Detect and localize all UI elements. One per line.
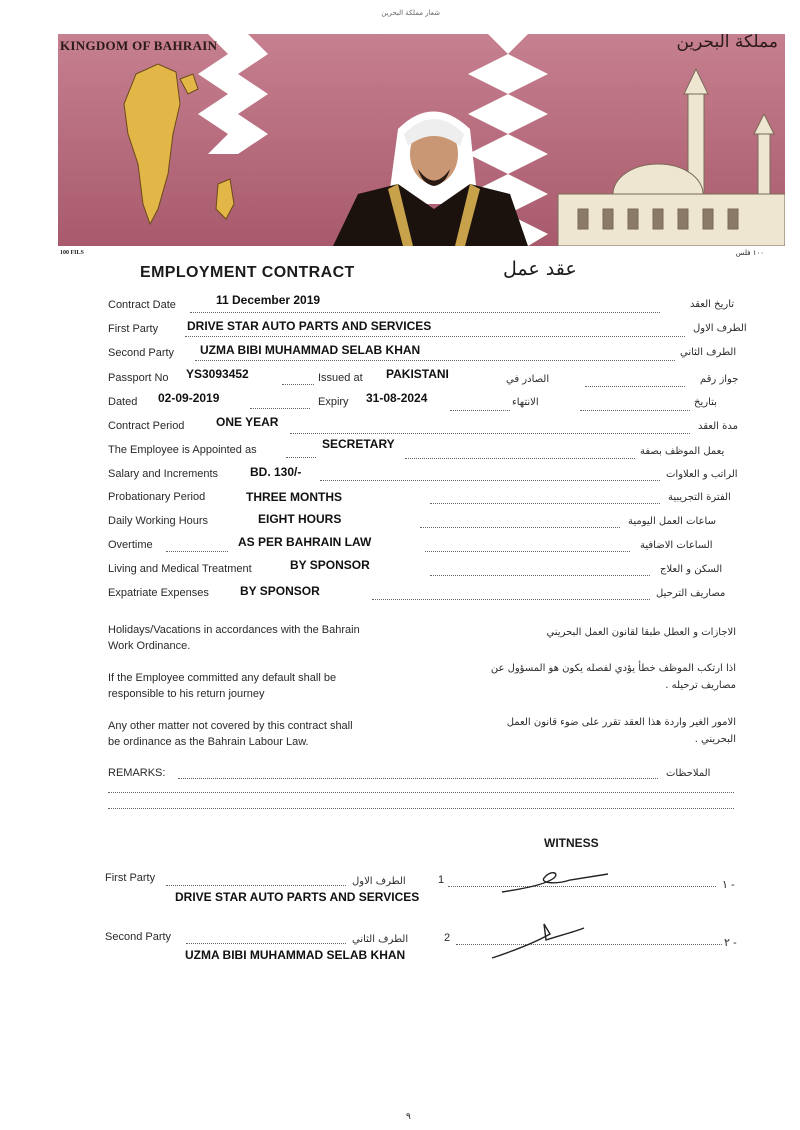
expiry-ar: الانتهاء xyxy=(512,397,539,408)
passport-label: Passport No xyxy=(108,372,169,384)
remarks-ar: الملاحظات xyxy=(666,768,711,779)
dotted-line xyxy=(286,457,316,458)
appointed-as-ar: يعمل الموظف بصفة xyxy=(640,446,725,457)
probation-label: Probationary Period xyxy=(108,491,206,503)
working-hours-value: EIGHT HOURS xyxy=(258,512,342,526)
salary-label: Salary and Increments xyxy=(108,468,219,480)
stamp-banner xyxy=(58,34,785,246)
issued-at-value: PAKISTANI xyxy=(386,367,449,381)
appointed-as-value: SECRETARY xyxy=(322,437,395,451)
dotted-line xyxy=(250,408,310,409)
clause-default-en xyxy=(108,670,438,702)
second-party-value: UZMA BIBI MUHAMMAD SELAB KHAN xyxy=(200,343,421,357)
probation-ar: الفترة التجريبية xyxy=(668,492,731,503)
dotted-line xyxy=(108,792,734,793)
contract-date-label: Contract Date xyxy=(108,299,176,311)
clause-line: Work Ordinance. xyxy=(108,640,191,652)
kingdom-title-ar: مملكة البحرين xyxy=(676,32,778,52)
living-medical-label: Living and Medical Treatment xyxy=(108,563,252,575)
dotted-line xyxy=(108,808,734,809)
first-party-signature xyxy=(498,866,618,896)
clause-line: be ordinance as the Bahrain Labour Law. xyxy=(108,736,309,748)
clause-line: responsible to his return journey xyxy=(108,688,265,700)
second-party-signature xyxy=(488,922,598,962)
witness-second-num: 2 xyxy=(444,932,451,944)
first-party-value: DRIVE STAR AUTO PARTS AND SERVICES xyxy=(187,319,432,333)
witness-second-dash: ٢ - xyxy=(724,937,737,949)
witness-first-ar: الطرف الاول xyxy=(352,876,406,887)
probation-value: THREE MONTHS xyxy=(246,490,342,504)
dotted-line xyxy=(166,885,346,886)
living-medical-value: BY SPONSOR xyxy=(290,558,370,572)
witness-first-name: DRIVE STAR AUTO PARTS AND SERVICES xyxy=(175,890,420,904)
passport-value: YS3093452 xyxy=(186,367,249,381)
banner-artwork xyxy=(58,34,785,246)
remarks-label: REMARKS: xyxy=(108,767,166,779)
dotted-line xyxy=(282,384,314,385)
dotted-line xyxy=(585,386,685,387)
clause-holidays-ar xyxy=(440,624,736,641)
witness-title: WITNESS xyxy=(544,836,599,850)
overtime-value: AS PER BAHRAIN LAW xyxy=(238,535,372,549)
expiry-label: Expiry xyxy=(318,396,349,408)
clause-line-ar: الامور الغير واردة هذا العقد تقرر على ضوء قانون العمل xyxy=(506,717,736,728)
dotted-line xyxy=(405,458,635,459)
dotted-line xyxy=(425,551,630,552)
dotted-line xyxy=(372,599,650,600)
page-number: ٩ xyxy=(406,1112,411,1122)
witness-first-dash: ١ - xyxy=(722,879,735,891)
clause-line-ar: مصاريف ترحيله . xyxy=(665,680,736,691)
issued-at-label: Issued at xyxy=(318,372,363,384)
witness-second-name: UZMA BIBI MUHAMMAD SELAB KHAN xyxy=(185,948,406,962)
clause-line: If the Employee committed any default shall be xyxy=(108,672,337,684)
contract-title-en: EMPLOYMENT CONTRACT xyxy=(140,264,355,281)
witness-first-num: 1 xyxy=(438,874,445,886)
expatriate-ar: مصاريف الترحيل xyxy=(656,588,726,599)
top-emblem: شعار مملكة البحرين xyxy=(381,9,440,17)
witness-second-ar: الطرف الثاني xyxy=(352,934,409,945)
overtime-ar: الساعات الاضافية xyxy=(640,540,713,551)
contract-period-ar: مدة العقد xyxy=(698,421,738,432)
clause-line: Any other matter not covered by this contract shall xyxy=(108,720,353,732)
clause-default-ar xyxy=(440,660,736,694)
contract-period-label: Contract Period xyxy=(108,420,185,432)
dotted-line xyxy=(450,410,510,411)
clause-line-ar: اذا ارتكب الموظف خطأ يؤدي لفصله يكون هو المسؤول عن xyxy=(490,663,736,674)
expatriate-value: BY SPONSOR xyxy=(240,584,320,598)
clause-line-ar: البحريني . xyxy=(694,734,736,745)
working-hours-label: Daily Working Hours xyxy=(108,515,209,527)
issued-at-ar: الصادر في xyxy=(506,374,550,385)
salary-value: BD. 130/- xyxy=(250,465,302,479)
dotted-line xyxy=(185,336,685,337)
contract-date-ar: تاريخ العقد xyxy=(690,299,735,310)
expatriate-label: Expatriate Expenses xyxy=(108,587,209,599)
second-party-label: Second Party xyxy=(108,347,175,359)
second-party-ar: الطرف الثاني xyxy=(680,347,737,358)
salary-ar: الراتب و العلاوات xyxy=(666,469,738,480)
clause-holidays-en xyxy=(108,622,438,654)
dotted-line xyxy=(290,433,690,434)
dotted-line xyxy=(430,503,660,504)
passport-ar: جواز رقم xyxy=(700,374,739,385)
expiry-value: 31-08-2024 xyxy=(366,391,428,405)
overtime-label: Overtime xyxy=(108,539,153,551)
dotted-line xyxy=(186,943,346,944)
dotted-line xyxy=(430,575,650,576)
witness-second-label: Second Party xyxy=(105,931,172,943)
dotted-line xyxy=(320,480,660,481)
clause-line: Holidays/Vacations in accordances with the Bahrain xyxy=(108,624,360,636)
clause-line-ar: الاجازات و العطل طبقا لقانون العمل البحريني xyxy=(546,627,736,638)
dotted-line xyxy=(420,527,620,528)
dotted-line xyxy=(178,778,658,779)
dotted-line xyxy=(166,551,228,552)
dated-value: 02-09-2019 xyxy=(158,391,220,405)
appointed-as-label: The Employee is Appointed as xyxy=(108,444,257,456)
first-party-ar: الطرف الاول xyxy=(693,323,747,334)
clause-other-ar xyxy=(440,714,736,748)
stamp-value-ar: ١٠٠ فلس xyxy=(735,249,764,257)
dotted-line xyxy=(195,360,675,361)
contract-title-ar: عقد عمل xyxy=(503,258,577,280)
stamp-value-en: 100 FILS xyxy=(60,250,84,256)
dated-ar: بتاريخ xyxy=(694,397,717,408)
dotted-line xyxy=(190,312,660,313)
kingdom-title-en: KINGDOM OF BAHRAIN xyxy=(60,38,218,53)
dated-label: Dated xyxy=(108,396,138,408)
clause-other-en xyxy=(108,718,438,750)
living-medical-ar: السكن و العلاج xyxy=(660,564,723,575)
dotted-line xyxy=(580,410,690,411)
first-party-label: First Party xyxy=(108,323,159,335)
contract-period-value: ONE YEAR xyxy=(216,415,279,429)
working-hours-ar: ساعات العمل اليومية xyxy=(628,516,716,527)
witness-first-label: First Party xyxy=(105,872,156,884)
contract-date-value: 11 December 2019 xyxy=(216,293,321,307)
